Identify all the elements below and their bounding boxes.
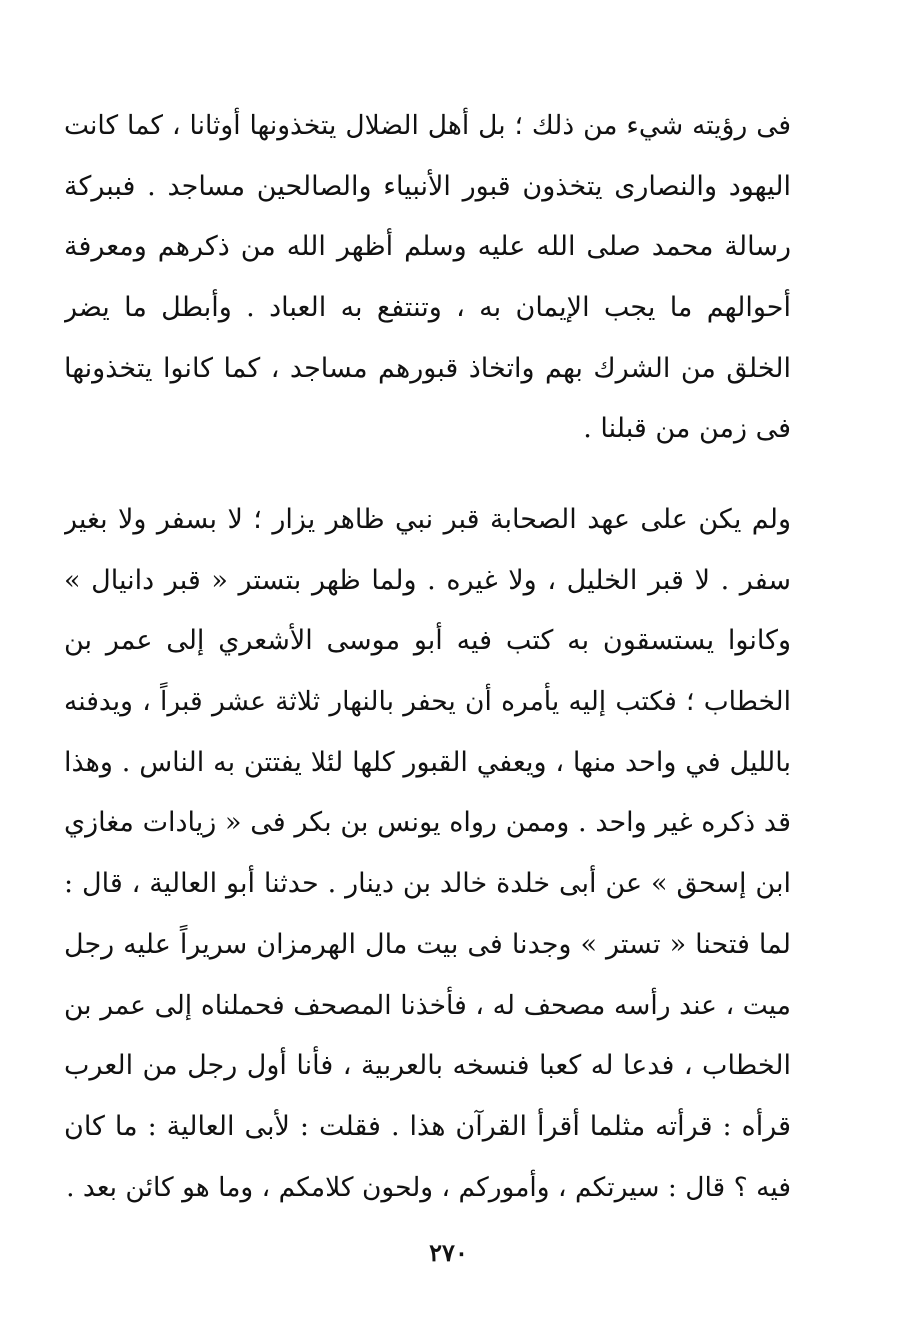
text-line: فى رؤيته شيء من ذلك ؛ بل أهل الضلال يتخذونها أوثانا ، كما كانت bbox=[64, 110, 791, 141]
text-line: وكانوا يستسقون به كتب فيه أبو موسى الأشعري إلى عمر بن bbox=[64, 625, 791, 657]
page-number: ٢٧٠ bbox=[429, 1238, 468, 1267]
text-line: بالليل في واحد منها ، ويعفي القبور كلها لئلا يفتتن به الناس . وهذا bbox=[64, 746, 791, 778]
paragraph-2 bbox=[64, 490, 791, 1218]
text-line: الخطاب ، فدعا له كعبا فنسخه بالعربية ، فأنا أول رجل من العرب bbox=[64, 1050, 791, 1082]
text-line: ولم يكن على عهد الصحابة قبر نبي ظاهر يزار ؛ لا بسفر ولا بغير bbox=[64, 504, 791, 535]
text-line: رسالة محمد صلى الله عليه وسلم أظهر الله من ذكرهم ومعرفة bbox=[64, 231, 791, 263]
text-line: ميت ، عند رأسه مصحف له ، فأخذنا المصحف فحملناه إلى عمر بن bbox=[64, 989, 791, 1021]
text-line: الخطاب ؛ فكتب إليه يأمره أن يحفر بالنهار ثلاثة عشر قبراً ، ويدفنه bbox=[64, 686, 791, 718]
text-line: لما فتحنا « تستر » وجدنا فى بيت مال الهرمزان سريراً عليه رجل bbox=[64, 928, 791, 960]
text-line: قرأه : قرأته مثلما أقرأ القرآن هذا . فقلت : لأبى العالية : ما كان bbox=[64, 1110, 791, 1142]
paragraph-1 bbox=[64, 96, 791, 460]
text-line: فيه ؟ قال : سيرتكم ، وأموركم ، ولحون كلامكم ، وما هو كائن بعد . bbox=[66, 1171, 791, 1203]
text-line: فى زمن من قبلنا . bbox=[583, 413, 791, 445]
text-line: اليهود والنصارى يتخذون قبور الأنبياء والصالحين مساجد . فببركة bbox=[64, 170, 791, 202]
text-line: سفر . لا قبر الخليل ، ولا غيره . ولما ظهر بتستر « قبر دانيال » bbox=[64, 564, 791, 596]
text-line: أحوالهم ما يجب الإيمان به ، وتنتفع به العباد . وأبطل ما يضر bbox=[64, 292, 791, 324]
text-line: ابن إسحق » عن أبى خلدة خالد بن دينار . حدثنا أبو العالية ، قال : bbox=[64, 868, 791, 900]
text-line: الخلق من الشرك بهم واتخاذ قبورهم مساجد ، كما كانوا يتخذونها bbox=[64, 352, 791, 384]
text-line: قد ذكره غير واحد . وممن رواه يونس بن بكر فى « زيادات مغازي bbox=[64, 807, 791, 839]
